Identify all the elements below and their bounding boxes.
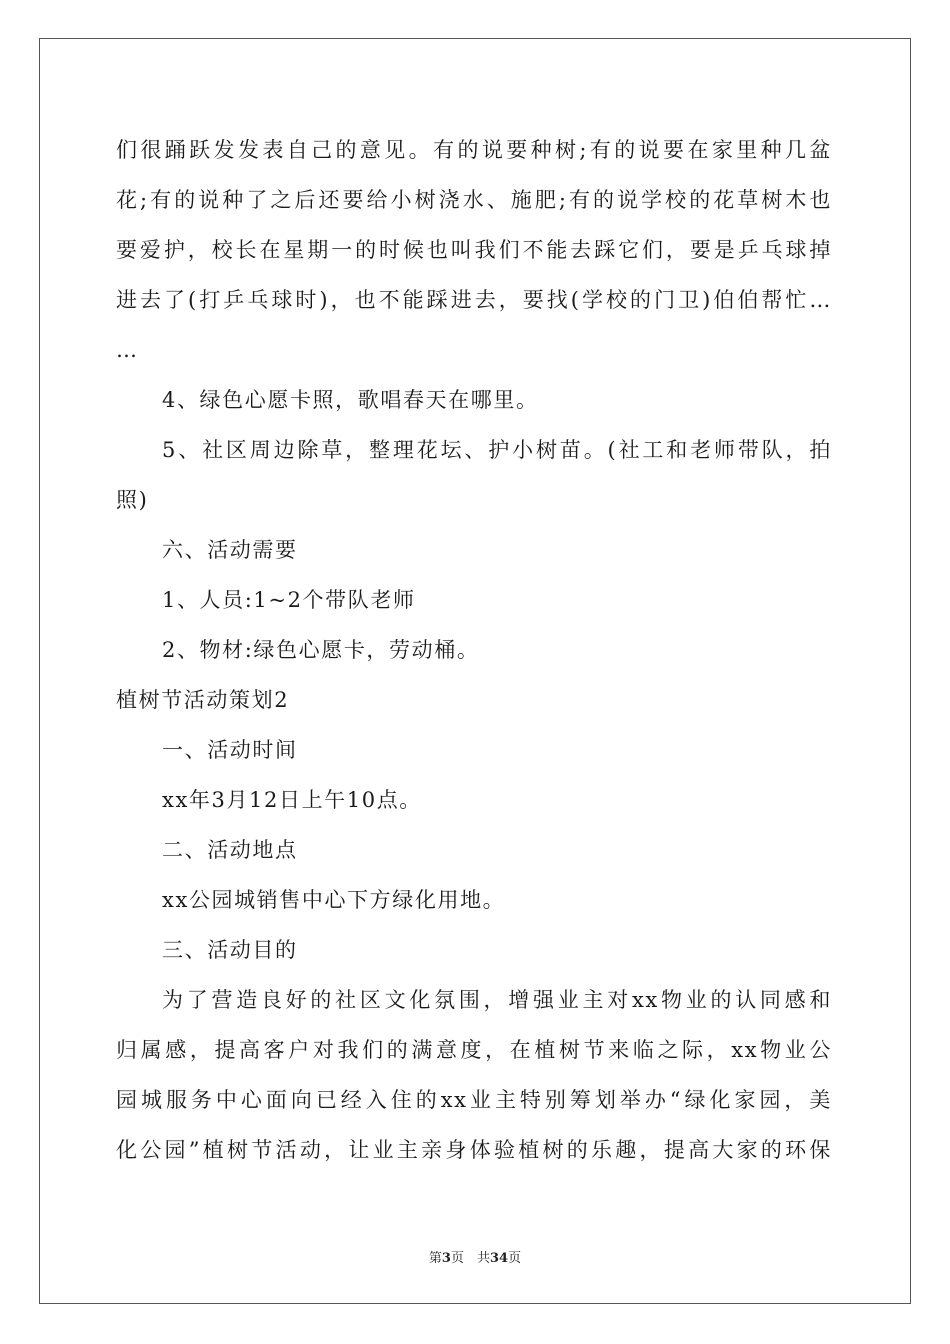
- paragraph-line: xx公园城销售中心下方绿化用地。: [162, 888, 506, 912]
- page-footer: [0, 1247, 950, 1266]
- list-item: 5、社区周边除草，整理花坛、护小树苗。(社工和老师带队，拍: [162, 438, 832, 462]
- paragraph-line: 园城服务中心面向已经入住的xx业主特别筹划举办“绿化家园，美: [116, 1088, 832, 1112]
- paragraph-line: 进去了(打乒乓球时)，也不能踩进去，要找(学校的门卫)伯伯帮忙…: [116, 288, 832, 312]
- total-page-count: 34: [489, 1251, 509, 1266]
- paragraph-line: xx年3月12日上午10点。: [162, 788, 422, 812]
- section-heading: 一、活动时间: [162, 738, 298, 762]
- list-item: 1、人员:1~2个带队老师: [162, 588, 416, 612]
- paragraph-line: 为了营造良好的社区文化氛围，增强业主对xx物业的认同感和: [162, 988, 832, 1012]
- page-label-suffix: 页: [508, 1251, 522, 1266]
- paragraph-line: 们很踊跃发发表自己的意见。有的说要种树;有的说要在家里种几盆: [116, 138, 832, 162]
- paragraph-line: 化公园”植树节活动，让业主亲身体验植树的乐趣，提高大家的环保: [116, 1138, 832, 1162]
- paragraph-line: 归属感，提高客户对我们的满意度，在植树节来临之际，xx物业公: [116, 1038, 832, 1062]
- list-item: 4、绿色心愿卡照，歌唱春天在哪里。: [162, 388, 539, 412]
- paragraph-line: …: [116, 338, 139, 362]
- section-heading: 二、活动地点: [162, 838, 298, 862]
- paragraph-line: 照): [116, 488, 149, 512]
- paragraph-line: 要爱护，校长在星期一的时候也叫我们不能去踩它们，要是乒乓球掉: [116, 238, 832, 262]
- section-heading: 三、活动目的: [162, 938, 298, 962]
- page-label-mid: 页 共: [450, 1251, 490, 1266]
- document-title: 植树节活动策划2: [116, 688, 290, 712]
- current-page-number: 3: [441, 1251, 451, 1266]
- document-body: [116, 125, 832, 1175]
- paragraph-line: 花;有的说种了之后还要给小树浇水、施肥;有的说学校的花草树木也: [116, 188, 832, 212]
- list-item: 2、物材:绿色心愿卡，劳动桶。: [162, 638, 480, 662]
- section-heading: 六、活动需要: [162, 538, 298, 562]
- page-label-prefix: 第: [428, 1251, 442, 1266]
